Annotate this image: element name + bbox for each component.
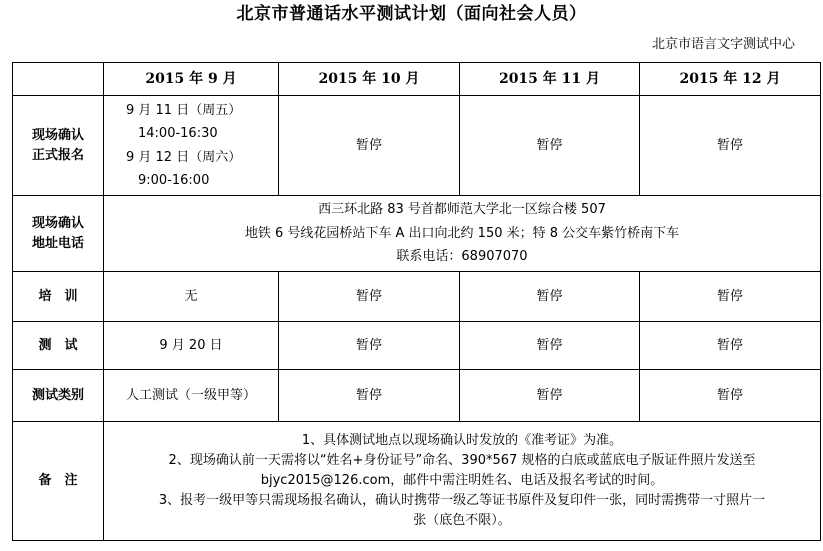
- phone-line: 联系电话：68907070: [396, 249, 528, 265]
- row-header-address: 现场确认 地址电话: [13, 196, 104, 272]
- training-oct: 暂停: [279, 272, 460, 322]
- row-address: [13, 196, 821, 272]
- column-header-nov: 2015 年 11 月: [460, 63, 640, 96]
- row-training: [13, 272, 821, 322]
- row-notes: [13, 422, 821, 541]
- training-sep: 无: [104, 272, 279, 322]
- registration-date-2: 9 月 12 日（周六）: [126, 149, 242, 165]
- training-dec: 暂停: [640, 272, 821, 322]
- test-type-nov: 暂停: [460, 370, 640, 422]
- address-line: 西三环北路 83 号首都师范大学北一区综合楼 507: [318, 202, 606, 218]
- test-type-dec: 暂停: [640, 370, 821, 422]
- transport-line: 地铁 6 号线花园桥站下车 A 出口向北约 150 米；特 8 公交车紫竹桥南下车: [244, 225, 680, 241]
- registration-schedule: [104, 96, 279, 196]
- organization-name: 北京市语言文字测试中心: [651, 37, 795, 52]
- row-header-notes: 备 注: [13, 422, 104, 541]
- note-line-1: 1、具体测试地点以现场确认时发放的《准考证》为准。: [301, 433, 623, 448]
- table-header-row: [13, 63, 821, 96]
- test-oct: 暂停: [279, 322, 460, 370]
- row-test: [13, 322, 821, 370]
- registration-date-1: 9 月 11 日（周五）: [126, 102, 242, 118]
- test-type-oct: 暂停: [279, 370, 460, 422]
- row-header-test-type: 测试类别: [13, 370, 104, 422]
- row-test-type: [13, 370, 821, 422]
- schedule-table: [12, 62, 821, 541]
- test-dec: 暂停: [640, 322, 821, 370]
- column-header-sep: 2015 年 9 月: [104, 63, 279, 96]
- address-info: [104, 196, 821, 272]
- column-header-dec: 2015 年 12 月: [640, 63, 821, 96]
- row-registration: [13, 96, 821, 196]
- test-nov: 暂停: [460, 322, 640, 370]
- note-line-4: 3、报考一级甲等只需现场报名确认，确认时携带一级乙等证书原件及复印件一张，同时需携带一寸照片一: [158, 493, 766, 508]
- note-line-2: 2、现场确认前一天需将以“姓名+身份证号”命名、390*567 规格的白底或蓝底电子版证件照片发送至: [168, 453, 756, 468]
- note-line-3: bjyc2015@126.com，邮件中需注明姓名、电话及报名考试的时间。: [260, 473, 664, 488]
- row-header-test: 测 试: [13, 322, 104, 370]
- corner-cell: [13, 63, 104, 96]
- registration-dec: 暂停: [640, 96, 821, 196]
- registration-time-2: 9:00-16:00: [138, 173, 210, 188]
- note-line-5: 张（底色不限）。: [413, 513, 511, 528]
- registration-nov: 暂停: [460, 96, 640, 196]
- page-title: 北京市普通话水平测试计划（面向社会人员）: [236, 4, 587, 24]
- row-header-registration: 现场确认 正式报名: [13, 96, 104, 196]
- row-header-training: 培 训: [13, 272, 104, 322]
- column-header-oct: 2015 年 10 月: [279, 63, 460, 96]
- test-sep: 9 月 20 日: [104, 322, 279, 370]
- training-nov: 暂停: [460, 272, 640, 322]
- registration-oct: 暂停: [279, 96, 460, 196]
- notes-content: [104, 422, 821, 541]
- registration-time-1: 14:00-16:30: [138, 126, 218, 141]
- test-type-sep: 人工测试（一级甲等）: [104, 370, 279, 422]
